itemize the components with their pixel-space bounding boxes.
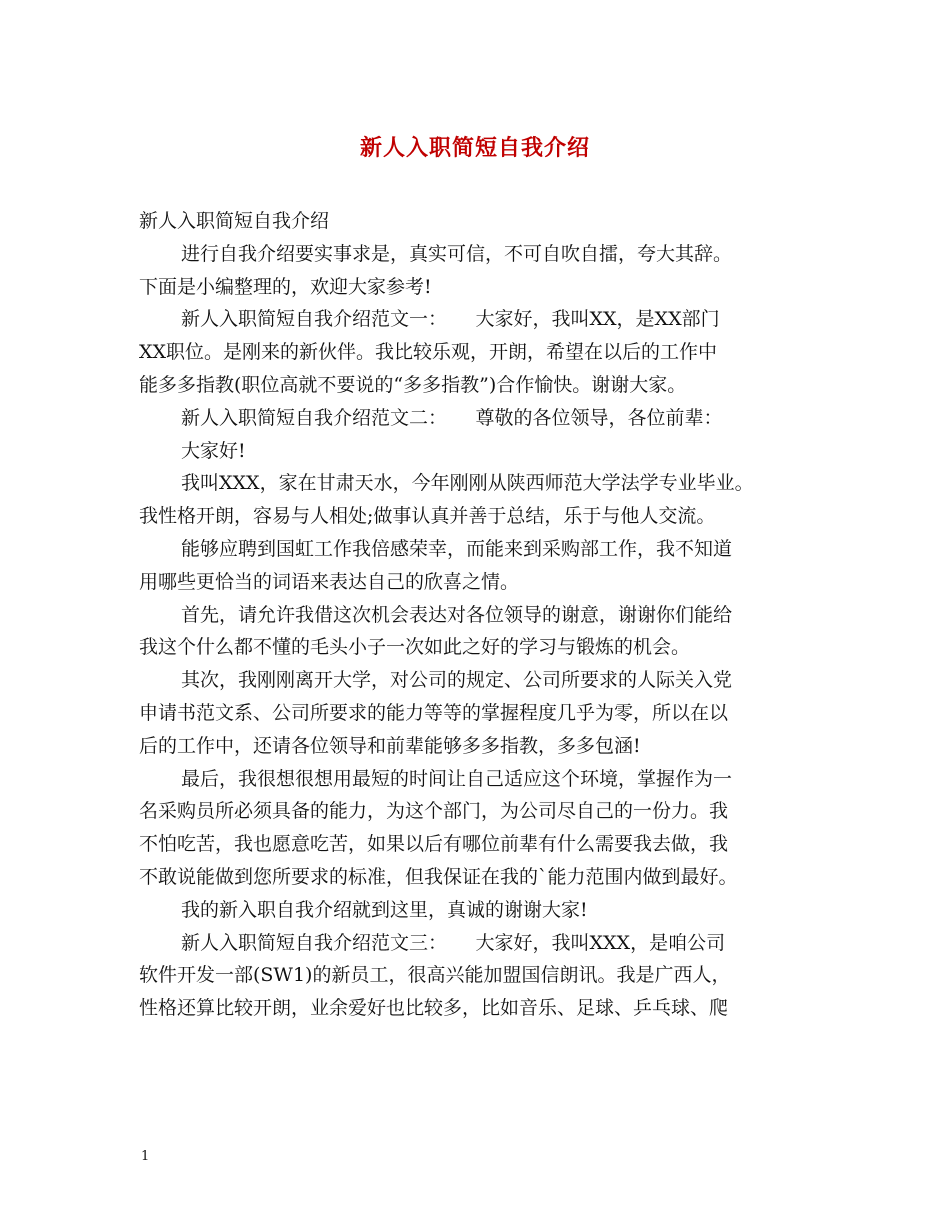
paragraph-line: 大家好! xyxy=(181,439,246,462)
paragraph-line: 用哪些更恰当的词语来表达自己的欣喜之情。 xyxy=(139,570,520,593)
paragraph-line: 首先，请允许我借这次机会表达对各位领导的谢意，谢谢你们能给 xyxy=(181,603,733,626)
document-title: 新人入职简短自我介绍 xyxy=(359,135,590,161)
paragraph-line: 新人入职简短自我介绍 xyxy=(139,210,330,232)
paragraph-line: 进行自我介绍要实事求是，真实可信，不可自吹自擂，夸大其辞。 xyxy=(181,242,733,265)
paragraph-line: 新人入职简短自我介绍范文三： 大家好，我叫XXX，是咱公司 xyxy=(181,931,726,954)
paragraph-line: 我叫XXX，家在甘肃天水，今年刚刚从陕西师范大学法学专业毕业。 xyxy=(181,472,754,495)
paragraph-line: 我这个什么都不懂的毛头小子一次如此之好的学习与锻炼的机会。 xyxy=(139,636,691,659)
paragraph-line: 性格还算比较开朗，业余爱好也比较多，比如音乐、足球、乒乓球、爬 xyxy=(139,997,729,1020)
paragraph-line: 其次，我刚刚离开大学，对公司的规定、公司所要求的人际关入党 xyxy=(181,669,733,692)
paragraph-line: 最后，我很想很想用最短的时间让自己适应这个环境，掌握作为一 xyxy=(181,767,733,790)
page-number: 1 xyxy=(141,1149,150,1164)
paragraph-line: 能够应聘到国虹工作我倍感荣幸，而能来到采购部工作，我不知道 xyxy=(181,537,733,560)
paragraph-line: 申请书范文系、公司所要求的能力等等的掌握程度几乎为零，所以在以 xyxy=(139,701,729,724)
paragraph-line: 名采购员所必须具备的能力，为这个部门，为公司尽自己的一份力。我 xyxy=(139,800,729,823)
paragraph-line: 软件开发一部(SW1)的新员工，很高兴能加盟国信朗讯。我是广西人， xyxy=(139,964,731,987)
document-body xyxy=(139,205,829,1025)
paragraph-line: 后的工作中，还请各位领导和前辈能够多多指教，多多包涵! xyxy=(139,734,641,757)
paragraph-line: 我的新入职自我介绍就到这里，真诚的谢谢大家! xyxy=(181,898,588,921)
paragraph-line: 不敢说能做到您所要求的标准，但我保证在我的`能力范围内做到最好。 xyxy=(139,865,738,888)
paragraph-line: 下面是小编整理的，欢迎大家参考! xyxy=(139,275,432,298)
paragraph-line: 能多多指教(职位高就不要说的“多多指教”)合作愉快。谢谢大家。 xyxy=(139,373,687,396)
paragraph-line: XX职位。是刚来的新伙伴。我比较乐观，开朗，希望在以后的工作中 xyxy=(139,341,718,364)
paragraph-line: 新人入职简短自我介绍范文一： 大家好，我叫XX，是XX部门 xyxy=(181,308,720,331)
paragraph-line: 新人入职简短自我介绍范文二： 尊敬的各位领导，各位前辈： xyxy=(181,406,723,429)
paragraph-line: 不怕吃苦，我也愿意吃苦，如果以后有哪位前辈有什么需要我去做，我 xyxy=(139,833,729,856)
paragraph-line: 我性格开朗，容易与人相处;做事认真并善于总结，乐于与他人交流。 xyxy=(139,505,716,528)
